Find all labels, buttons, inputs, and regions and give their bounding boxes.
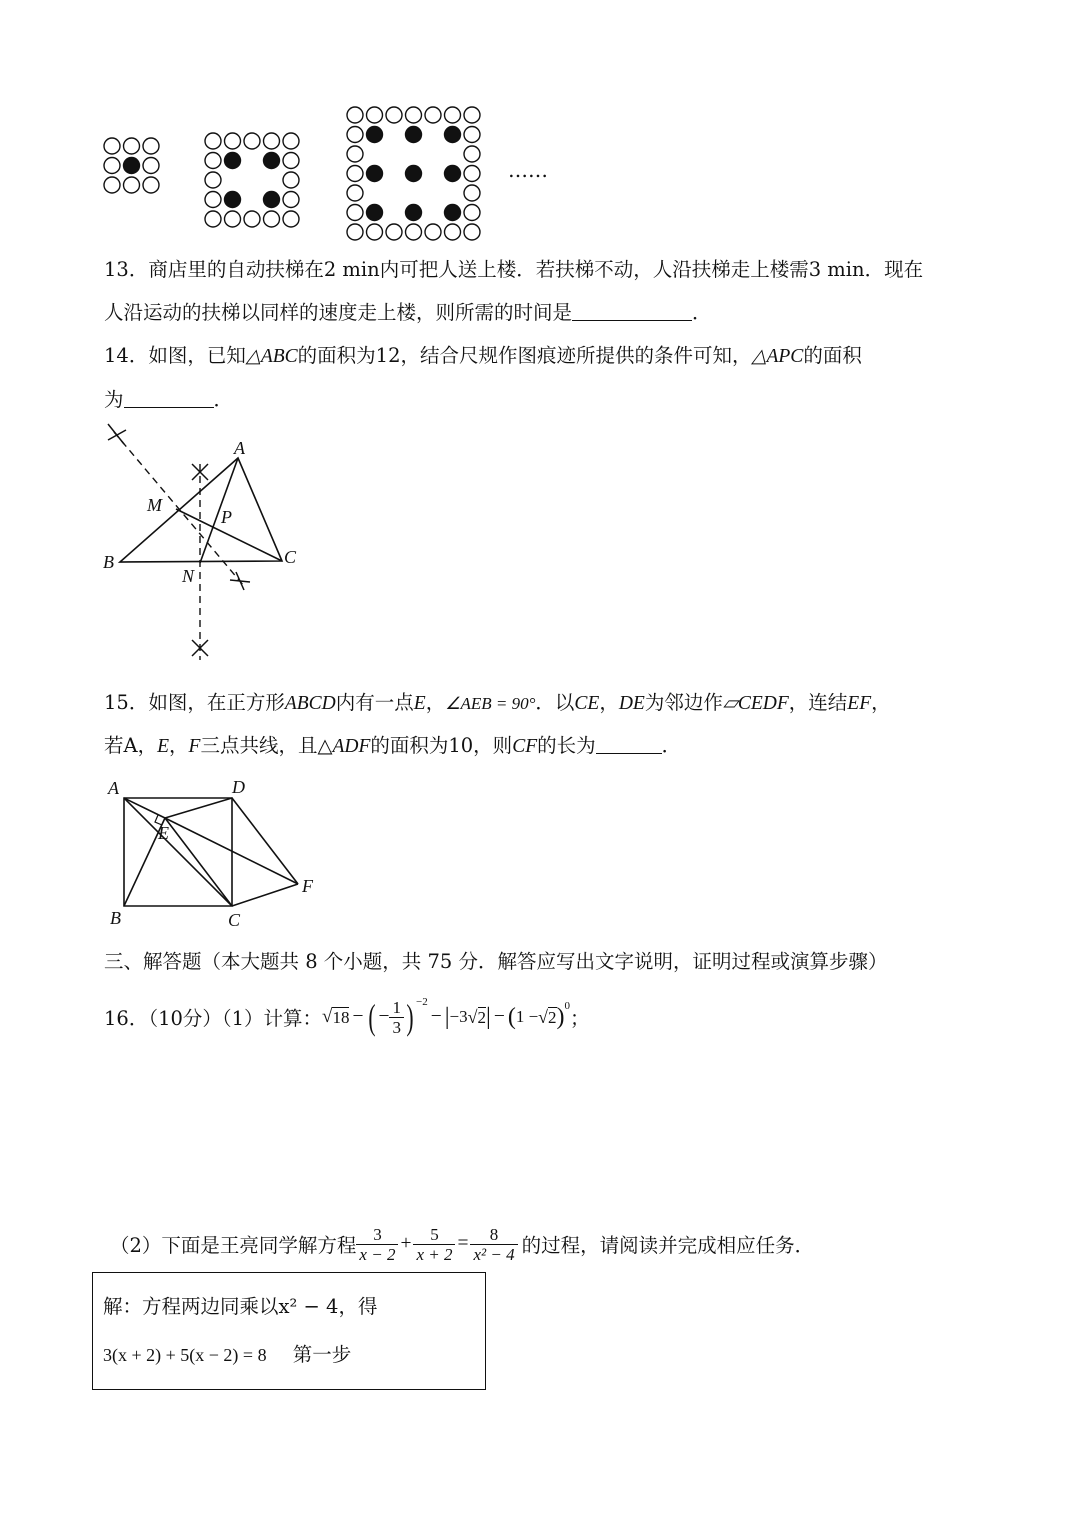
q16-part2-suffix: 的过程，请阅读并完成相应任务． [521,1234,815,1257]
q15-period: ． [661,734,682,757]
q15-label-b: B [110,908,121,928]
q15-label-d: D [232,777,245,797]
q15-ce: CE [574,693,600,714]
sqrt-2: 2 [477,1007,486,1027]
q14-line2-text: 为 [104,388,124,411]
paren-open-2: ( [507,1003,516,1030]
sqrt-symbol-2: √ [467,1006,478,1027]
q15-t4: ．以 [535,691,575,714]
paren-open: ( [368,997,377,1037]
q14-triangle-apc: △APC [751,346,804,367]
segment-df [232,798,298,884]
q15-e2: E [157,736,170,757]
q15-f: F [188,736,201,757]
f3-num: 8 [470,1225,517,1245]
sqrt-18: 18 [332,1007,350,1027]
frac-num: 1 [389,998,404,1018]
q14-label-c: C [284,547,297,567]
semicolon: ； [570,1007,590,1030]
exponent-0: 0 [564,1000,571,1012]
solution-step-label: 第一步 [292,1343,352,1366]
segment-ae [124,798,165,818]
frac-den: 3 [392,1017,401,1037]
q15-t6: 为邻边作 [644,691,723,714]
q14-triangle-abc: △ABC [245,346,298,367]
q13-period: ． [692,301,712,324]
segment-ce [165,818,232,906]
q15-cf: CF [512,736,538,757]
solution-box [92,1272,486,1390]
solution-line1: 解：方程两边同乘以x² − 4，得 [103,1295,378,1318]
q15-t3: ， [425,691,446,714]
segment-cf [232,884,298,906]
q15-t9: 若A， [104,734,158,757]
q15-de: DE [618,693,645,714]
q14-label-p: P [221,507,232,527]
pattern-ellipsis: …… [508,158,548,182]
paren-close: ) [406,997,414,1037]
paren-content: 1 − [515,1007,539,1026]
q14-label-a: A [234,438,245,458]
plus-sign: + [400,1233,412,1254]
q15-angle: ∠AEB = 90° [445,694,536,713]
q14-label-n: N [182,566,195,586]
q15-t11: 三点共线，且△ [200,734,333,757]
q15-parallelogram: ▱CEDF [722,693,789,714]
sqrt-symbol: √ [322,1006,333,1027]
q13-line1: 13．商店里的自动扶梯在2 min内可把人送上楼．若扶梯不动，人沿扶梯走上楼需3 min．现在 [104,258,924,281]
solution-line2 [103,1339,351,1367]
q15-t8: ， [871,691,891,714]
sqrt-2b: 2 [548,1007,557,1027]
q13-text: 人沿运动的扶梯以同样的速度走上楼，则所需的时间是 [104,301,573,324]
q14-middle: 的面积为12，结合尺规作图痕迹所提供的条件可知， [297,344,752,367]
q16-part2-prefix: （2）下面是王亮同学解方程 [110,1234,357,1257]
fraction-8 [470,1225,517,1264]
q15-t1: 15．如图，在正方形 [104,691,285,714]
q15-t2: 内有一点 [335,691,414,714]
sqrt-symbol-3: √ [538,1006,549,1027]
q15-label-f: F [302,876,313,896]
q15-t10: ， [169,734,189,757]
section-3-heading: 三、解答题（本大题共 8 个小题，共 75 分．解答应写出文字说明，证明过程或演算步骤） [104,950,888,973]
fraction-one-third [389,998,404,1037]
q15-ef: EF [847,693,872,714]
q14-prefix: 14．如图，已知 [104,344,246,367]
fraction-5 [413,1225,455,1264]
solution-equation: 3(x + 2) + 5(x − 2) = 8 [103,1345,267,1365]
abs-open: | [444,1003,450,1030]
segment-de [165,798,232,818]
f2-num: 5 [413,1225,455,1245]
q15-t13: 的长为 [537,734,596,757]
q16-part2 [110,1220,814,1268]
q14-label-b: B [103,552,114,572]
minus-2: − [378,1006,390,1027]
equals-sign: = [457,1233,469,1254]
q14-label-m: M [147,495,162,515]
q15-t5: ， [599,691,619,714]
minus-4: − [493,1006,505,1027]
minus-1: − [352,1006,364,1027]
q16-part1 [104,992,590,1042]
f1-num: 3 [356,1225,398,1245]
f2-den: x + 2 [416,1244,453,1264]
exponent-neg2: −2 [415,996,428,1008]
paren-close-2: ) [556,1003,565,1030]
q15-abcd: ABCD [284,693,336,714]
q15-label-c: C [228,910,241,930]
abs-content: −3 [449,1007,468,1026]
q15-e: E [413,693,426,714]
fraction-3 [356,1225,398,1264]
q14-period: ． [213,388,234,411]
q15-label-e: E [158,823,169,843]
q15-label-a: A [108,778,119,798]
q16-part1-label: 16．（10分）（1）计算： [104,1007,323,1030]
q15-t12: 的面积为10，则 [370,734,513,757]
q15-adf: ADF [332,736,371,757]
f1-den: x − 2 [359,1244,396,1264]
q14-suffix: 的面积 [803,344,862,367]
minus-3: − [430,1006,442,1027]
abs-close: | [486,1003,491,1030]
f3-den: x² − 4 [473,1244,515,1264]
q15-t7: ，连结 [788,691,848,714]
